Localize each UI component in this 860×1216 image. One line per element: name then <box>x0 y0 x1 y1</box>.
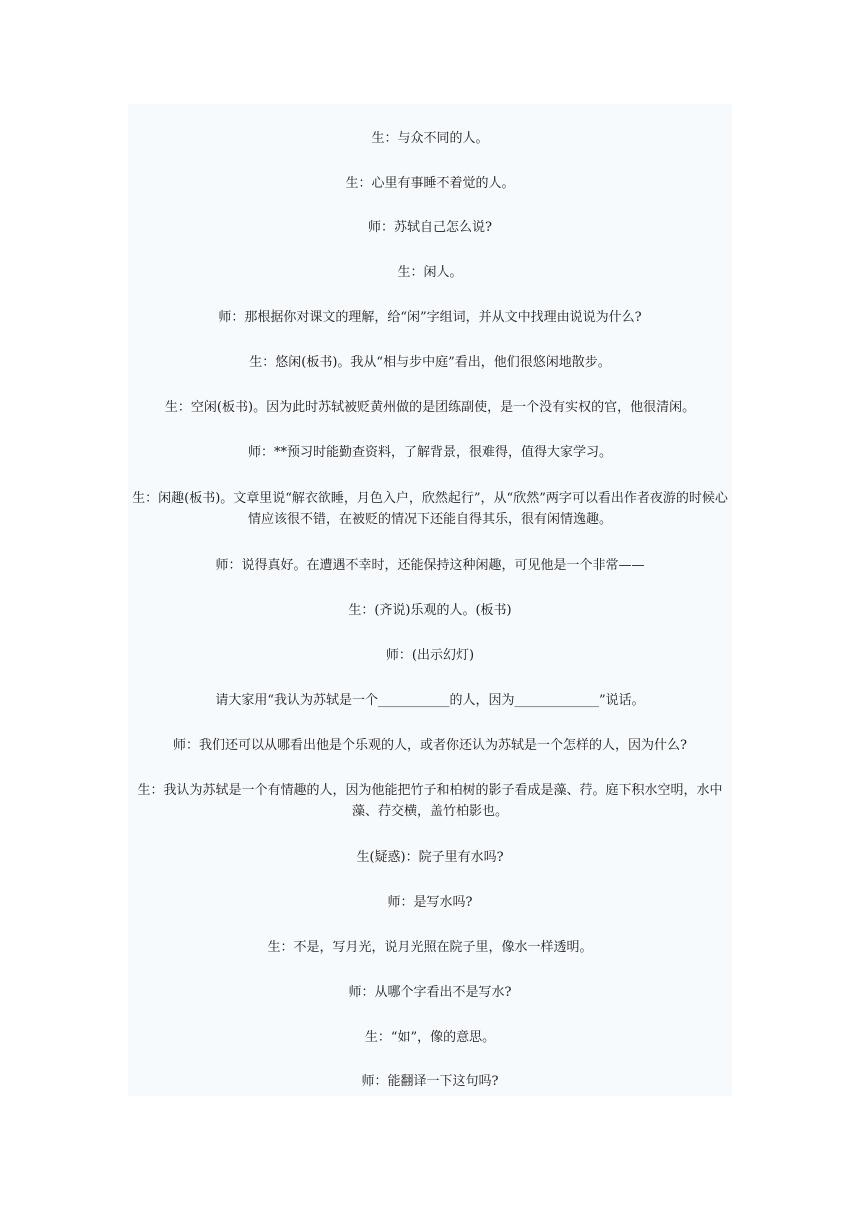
paragraph: 请大家用“我认为苏轼是一个___________的人，因为_____________”说话。 <box>215 693 645 708</box>
paragraph: 生：我认为苏轼是一个有情趣的人，因为他能把竹子和柏树的影子看成是藻、荇。庭下积水空明，水中藻、荇交横，盖竹柏影也。 <box>137 783 723 819</box>
paragraph: 师：苏轼自己怎么说? <box>368 220 492 235</box>
paragraph: 师：**预习时能勤查资料，了解背景，很难得，值得大家学习。 <box>247 445 612 460</box>
document-page <box>128 104 732 1096</box>
paragraph: 生：闲趣(板书)。文章里说“解衣欲睡，月色入户，欣然起行”，从“欣然”两字可以看出作者夜游的时候心情应该很不错，在被贬的情况下还能自得其乐，很有闲情逸趣。 <box>132 491 728 527</box>
paragraph: 师：说得真好。在遭遇不幸时，还能保持这种闲趣，可见他是一个非常—— <box>215 558 645 573</box>
paragraph: 生：空闲(板书)。因为此时苏轼被贬黄州做的是团练副使，是一个没有实权的官，他很清闲。 <box>164 400 696 415</box>
paragraph: 师：(出示幻灯) <box>385 648 475 663</box>
paragraph: 师：从哪个字看出不是写水? <box>348 985 512 1000</box>
paragraph: 生：闲人。 <box>397 265 463 280</box>
paragraph: 生：悠闲(板书)。我从“相与步中庭”看出，他们很悠闲地散步。 <box>249 355 611 370</box>
paragraph: 生：不是，写月光，说月光照在院子里，像水一样透明。 <box>267 940 593 955</box>
paragraph: 生(疑惑)：院子里有水吗? <box>356 850 504 865</box>
paragraph: 生：与众不同的人。 <box>371 131 489 146</box>
paragraph: 师：能翻译一下这句吗? <box>361 1074 499 1089</box>
paragraph: 师：那根据你对课文的理解，给“闲”字组词，并从文中找理由说说为什么? <box>218 310 642 325</box>
paragraph: 生：(齐说)乐观的人。(板书) <box>348 603 512 618</box>
paragraph: 师：是写水吗? <box>387 895 473 910</box>
paragraph: 师：我们还可以从哪看出他是个乐观的人，或者你还认为苏轼是一个怎样的人，因为什么? <box>173 738 687 753</box>
paragraph: 生：心里有事睡不着觉的人。 <box>345 176 515 191</box>
paragraph: 生：“如”，像的意思。 <box>364 1030 496 1045</box>
